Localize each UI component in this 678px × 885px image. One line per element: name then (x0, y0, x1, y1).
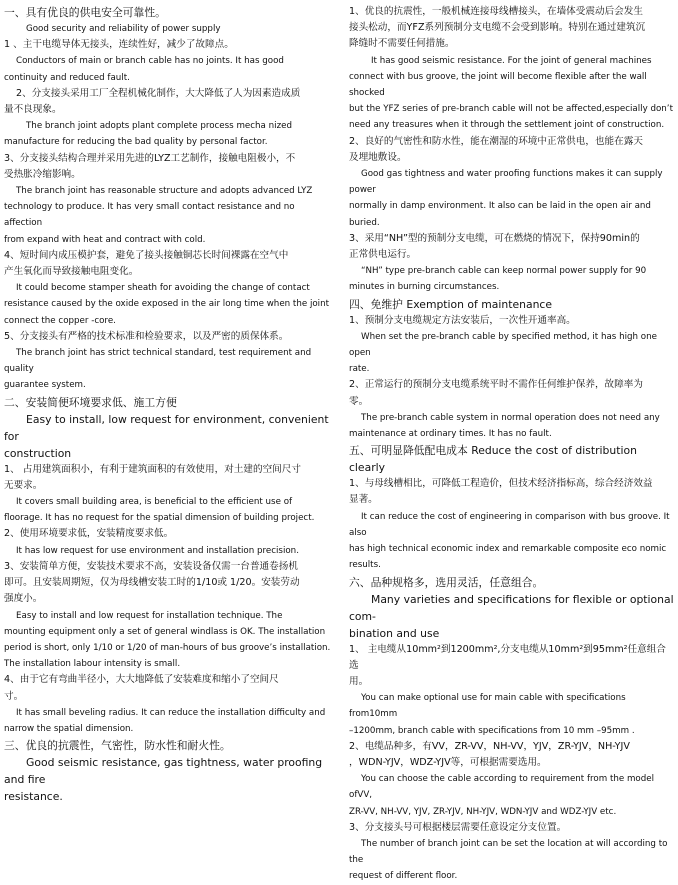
text-line: request of different floor. (349, 871, 458, 882)
text-line: mounting equipment only a set of general windlass is OK. The installation (4, 626, 326, 637)
text-line: 寸。 (4, 690, 24, 702)
text-line: 1、与母线槽相比，可降低工程造价，但技术经济指标高，综合经济效益 (349, 478, 653, 490)
text-line: ZR-VV, NH-VV, YJV, ZR-YJV, NH-YJV, WDN-YJV and WDZ-YJV etc. (349, 806, 617, 817)
text-line: normally in damp environment. It also can be laid in the open air and buried. (349, 201, 651, 228)
section-heading-line: resistance. (4, 790, 63, 804)
text-line: 1、 主电缆从10mm²到1200mm²,分支电缆从10mm²到95mm²任意组合选 (349, 643, 666, 671)
text-line: 受热胀冷缩影响。 (4, 168, 81, 180)
text-line: 无要求。 (4, 479, 43, 491)
text-line: Easy to install and low request for installation technique. The (16, 610, 283, 621)
section-heading-line: 四、免维护 Exemption of maintenance (349, 297, 552, 311)
section-heading-line: construction (4, 446, 72, 460)
text-line: –1200mm, branch cable with specifications from 10 mm –95mm . (349, 725, 635, 736)
text-line: continuity and reduced fault. (4, 72, 130, 83)
right-column (349, 4, 675, 885)
text-line: It can reduce the cost of engineering in comparison with bus groove. It also (349, 511, 670, 538)
text-line: You can make optional use for main cable with specifications from10mm (349, 693, 626, 720)
text-line: resistance caused by the oxide exposed in the air long time when the joint (4, 299, 329, 310)
text-line: has high technical economic index and remarkable composite eco nomic results. (349, 544, 667, 571)
text-line: 即可。且安装周期短，仅为母线槽安装工时的1/10或 1/20。安装劳动 (4, 577, 300, 589)
text-line: but the YFZ series of pre-branch cable will not be affected,especially don’t (349, 104, 673, 115)
text-line: It has small beveling radius. It can reduce the installation difficulty and (16, 707, 326, 718)
text-line: 1、预制分支电缆规定方法安装后，一次性开通率高。 (349, 314, 576, 326)
text-line: Good gas tightness and water proofing functions makes it can supply power (349, 169, 663, 196)
section-heading-line: 三、优良的抗震性，气密性，防水性和耐火性。 (4, 739, 231, 753)
text-line: 用。 (349, 675, 369, 687)
text-line: It could become stamper sheath for avoiding the change of contact (16, 283, 310, 294)
text-line: You can choose the cable according to requirement from the model ofVV, (349, 774, 655, 801)
text-line: Conductors of main or branch cable has no joints. It has good (16, 56, 284, 67)
text-line: 2、分支接头采用工厂全程机械化制作，大大降低了人为因素造成质 (16, 87, 301, 99)
text-line: 零。 (349, 395, 369, 407)
text-line: connect the copper -core. (4, 315, 116, 326)
text-line: maintenance at ordinary times. It has no fault. (349, 429, 552, 440)
text-line: 显著。 (349, 494, 378, 506)
text-line: 4、短时间内成压模护套，避免了接头接触铜芯长时间裸露在空气中 (4, 249, 289, 261)
text-line: from expand with heat and contract with cold. (4, 234, 206, 245)
text-line: 2、良好的气密性和防水性，能在潮湿的环境中正常供电，也能在露天 (349, 135, 643, 147)
section-heading-line: 二、安装简便环境要求低、施工方便 (4, 395, 177, 409)
text-line: period is short, only 1/10 or 1/20 of man-hours of bus groove’s installation. (4, 642, 331, 653)
text-line: 2、使用环境要求低，安装精度要求低。 (4, 528, 174, 540)
text-line: 产生氧化而导致接触电阻变化。 (4, 266, 139, 278)
text-line: It has good seismic resistance. For the joint of general machines (371, 55, 652, 66)
text-line: minutes in burning circumstances. (349, 282, 500, 293)
text-line: 3、分支接头号可根据楼层需要任意设定分支位置。 (349, 821, 567, 833)
text-line: 4、由于它有弯曲半径小，大大地降低了安装难度和缩小了空间尺 (4, 674, 279, 686)
left-column (4, 4, 335, 805)
section-heading-line: bination and use (349, 626, 440, 640)
text-line: 1 、主干电缆导体无接头，连续性好，减少了故障点。 (4, 39, 234, 51)
text-line: 量不良现象。 (4, 104, 62, 116)
text-line: 2、正常运行的预制分支电缆系统平时不需作任何维护保养，故障率为 (349, 379, 643, 391)
text-line: 3、安装简单方便，安装技术要求不高，安装设备仅需一台普通卷扬机 (4, 560, 298, 572)
text-line: 降缝时不需要任何措施。 (349, 38, 455, 50)
text-line: narrow the spatial dimension. (4, 723, 134, 734)
text-line: The installation labour intensity is small. (4, 659, 181, 670)
text-line: “NH” type pre-branch cable can keep normal power supply for 90 (361, 266, 647, 277)
text-line: 及埋地敷设。 (349, 151, 407, 163)
text-line: It covers small building area, is beneficial to the efficient use of (16, 497, 293, 508)
text-line: ，WDN-YJV，WDZ-YJV等，可根据需要选用。 (349, 756, 547, 768)
text-line: 接头松动，而YFZ系列预制分支电缆不会受到影响。特别在通过建筑沉 (349, 22, 646, 34)
text-line: 1、优良的抗震性，一般机械连接母线槽接头，在墙体受震动后会发生 (349, 6, 643, 17)
section-heading-line: Many varieties and specifications for flexible or optional com- (349, 592, 674, 623)
text-line: The branch joint has strict technical standard, test requirement and quality (4, 348, 312, 375)
text-line: connect with bus groove, the joint will become flexible after the wall shocked (349, 71, 647, 99)
text-line: need any treasures when it through the settlement joint of construction. (349, 120, 665, 131)
section-heading-line: Easy to install, low request for environment, convenient for (4, 412, 329, 443)
text-line: Good security and reliability of power supply (26, 24, 221, 34)
text-line: technology to produce. It has very small contact resistance and no affection (4, 202, 295, 229)
text-line: 强度小。 (4, 593, 43, 605)
section-heading-line: 六、品种规格多，选用灵活，任意组合。 (349, 575, 544, 589)
text-line: The pre-branch cable system in normal operation does not need any (361, 412, 660, 423)
text-line: 3、采用“NH”型的预制分支电缆，可在燃烧的情况下，保持90min的 (349, 232, 640, 244)
text-line: 正常供电运行。 (349, 249, 417, 261)
text-line: The branch joint has reasonable structure and adopts advanced LYZ (16, 186, 313, 197)
text-line: 3、分支接头结构合理并采用先进的LYZ工艺制作，接触电阻极小，不 (4, 152, 296, 164)
text-line: The branch joint adopts plant complete process mecha nized (26, 121, 292, 132)
text-line: floorage. It has no request for the spatial dimension of building project. (4, 513, 315, 524)
text-line: manufacture for reducing the bad quality by personal factor. (4, 137, 268, 148)
text-line: When set the pre-branch cable by specified method, it has high one open (349, 331, 657, 359)
text-line: 5、分支接头有严格的技术标准和检验要求，以及严密的质保体系。 (4, 330, 289, 342)
section-heading-line: 一、具有优良的供电安全可靠性。 (4, 6, 166, 19)
text-line: 2、电缆品种多，有VV，ZR-VV，NH-VV，YJV，ZR-YJV，NH-YJV (349, 740, 630, 752)
text-line: The number of branch joint can be set the location at will according to the (349, 838, 668, 866)
text-line: guarantee system. (4, 380, 86, 391)
section-heading-line: Good seismic resistance, gas tightness, water proofing and fire (4, 756, 323, 787)
section-heading-line: 五、可明显降低配电成本 Reduce the cost of distribution clearly (349, 444, 637, 475)
text-line: 1、 占用建筑面积小，有利于建筑面积的有效使用，对土建的空间尺寸 (4, 463, 301, 475)
text-line: It has low request for use environment and installation precision. (16, 545, 299, 556)
text-line: rate. (349, 364, 370, 375)
